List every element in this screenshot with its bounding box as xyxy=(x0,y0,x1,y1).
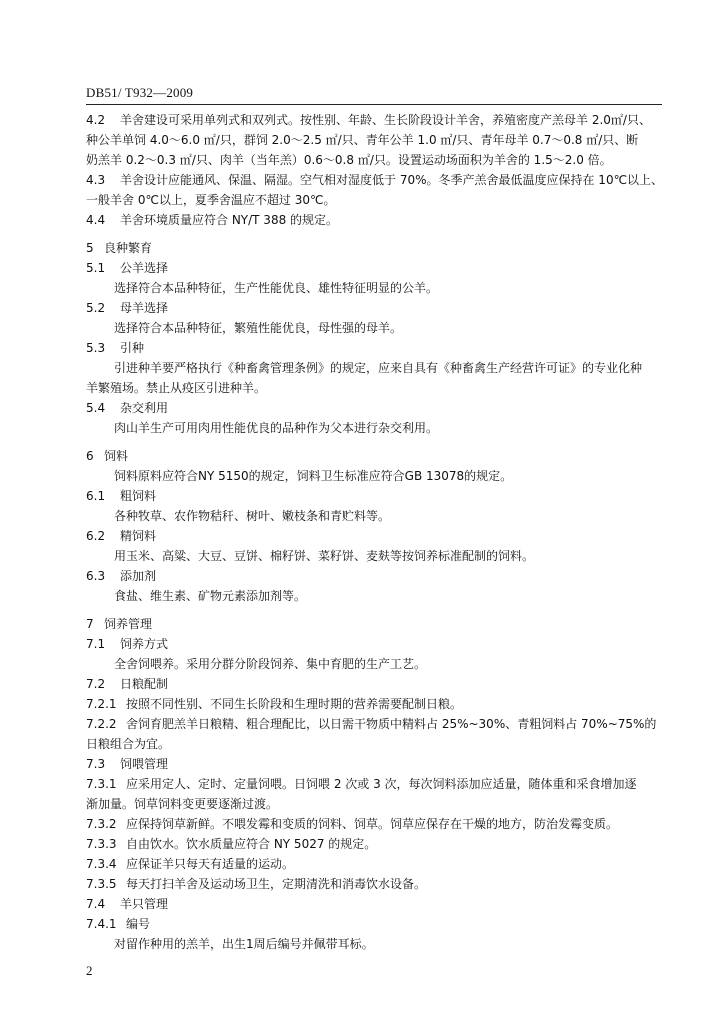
text-line xyxy=(86,278,662,298)
clause-number: 6.1 xyxy=(86,489,106,503)
clause-number: 5.2 xyxy=(86,301,106,315)
clause-number: 7.4 xyxy=(86,897,106,911)
text-line xyxy=(86,934,662,954)
text-line xyxy=(86,378,662,398)
text-line xyxy=(86,130,662,150)
text-line xyxy=(86,734,662,754)
text-line xyxy=(86,190,662,210)
line-text: 饲喂管理 xyxy=(120,757,169,771)
line-text: 用玉米、高粱、大豆、豆饼、棉籽饼、菜籽饼、麦麸等按饲养标准配制的饲料。 xyxy=(114,549,535,563)
text-line xyxy=(86,398,662,418)
text-line xyxy=(86,546,662,566)
text-line xyxy=(86,150,662,170)
line-text: 杂交利用 xyxy=(120,401,169,415)
text-line xyxy=(86,654,662,674)
clause-number: 7.3.1 xyxy=(86,777,117,791)
section-heading xyxy=(86,446,662,466)
clause-number: 7.2.1 xyxy=(86,697,117,711)
text-line xyxy=(86,210,662,230)
clause-number: 7.1 xyxy=(86,637,106,651)
line-text: 各种牧草、农作物秸秆、树叶、嫩枝条和青贮料等。 xyxy=(114,509,391,523)
line-text: 应保证羊只每天有适量的运动。 xyxy=(126,857,295,871)
section-heading xyxy=(86,614,662,634)
line-text: 对留作种用的羔羊，出生1周后编号并佩带耳标。 xyxy=(114,937,374,951)
text-line xyxy=(86,258,662,278)
header-rule xyxy=(86,104,662,105)
line-text: 饲养管理 xyxy=(104,617,153,631)
text-line xyxy=(86,586,662,606)
line-text: 舍饲育肥羔羊日粮精、粗合理配比，以日需干物质中精料占 25%~30%、青粗饲料占 70%~75%的 xyxy=(126,717,657,731)
clause-number: 7.4.1 xyxy=(86,917,117,931)
text-line xyxy=(86,794,662,814)
clause-number: 7.3.2 xyxy=(86,817,117,831)
text-line xyxy=(86,774,662,794)
line-text: 饲料 xyxy=(104,449,129,463)
line-text: 选择符合本品种特征，生产性能优良、雄性特征明显的公羊。 xyxy=(114,281,439,295)
text-line xyxy=(86,814,662,834)
line-text: 编号 xyxy=(126,917,151,931)
text-line xyxy=(86,338,662,358)
clause-number: 4.2 xyxy=(86,113,106,127)
text-line xyxy=(86,318,662,338)
clause-number: 5.3 xyxy=(86,341,106,355)
line-text: 添加剂 xyxy=(120,569,157,583)
clause-number: 6.2 xyxy=(86,529,106,543)
line-text: 应采用定人、定时、定量饲喂。日饲喂 2 次或 3 次，每次饲料添加应适量，随体重和采食增加逐 xyxy=(126,777,637,791)
line-text: 引种 xyxy=(120,341,145,355)
line-text: 一般羊舍 0℃以上，夏季舍温应不超过 30℃。 xyxy=(86,193,336,207)
clause-number: 4.3 xyxy=(86,173,106,187)
line-text: 引进种羊要严格执行《种畜禽管理条例》的规定，应来自具有《种畜禽生产经营许可证》的专业化种 xyxy=(114,361,643,375)
text-line xyxy=(86,566,662,586)
text-line xyxy=(86,506,662,526)
line-text: 羊舍环境质量应符合 NY/T 388 的规定。 xyxy=(120,213,339,227)
clause-number: 7.3.4 xyxy=(86,857,117,871)
document-body xyxy=(86,110,662,954)
clause-number: 5.4 xyxy=(86,401,106,415)
line-text: 全舍饲喂养。采用分群分阶段饲养、集中育肥的生产工艺。 xyxy=(114,657,427,671)
text-line xyxy=(86,754,662,774)
clause-number: 4.4 xyxy=(86,213,106,227)
clause-number: 7.3 xyxy=(86,757,106,771)
text-line xyxy=(86,298,662,318)
text-line xyxy=(86,466,662,486)
clause-number: 6 xyxy=(86,449,94,463)
line-text: 按照不同性别、不同生长阶段和生理时期的营养需要配制日粮。 xyxy=(126,697,463,711)
line-text: 羊舍设计应能通风、保温、隔湿。空气相对湿度低于 70%。冬季产羔舍最低温度应保持在 10℃以上、 xyxy=(120,173,664,187)
standard-code-header: DB51/ T932—2009 xyxy=(86,85,194,100)
text-line xyxy=(86,674,662,694)
text-line xyxy=(86,854,662,874)
line-text: 奶羔羊 0.2～0.3 ㎡/只、肉羊（当年羔）0.6～0.8 ㎡/只。设置运动场面积为羊舍的 1.5～2.0 倍。 xyxy=(86,153,612,167)
line-text: 公羊选择 xyxy=(120,261,169,275)
clause-number: 7 xyxy=(86,617,94,631)
text-line xyxy=(86,714,662,734)
text-line xyxy=(86,170,662,190)
clause-number: 7.2.2 xyxy=(86,717,117,731)
line-text: 母羊选择 xyxy=(120,301,169,315)
page-number: 2 xyxy=(86,963,93,978)
clause-number: 5.1 xyxy=(86,261,106,275)
line-text: 粗饲料 xyxy=(120,489,157,503)
text-line xyxy=(86,834,662,854)
text-line xyxy=(86,894,662,914)
clause-number: 5 xyxy=(86,241,94,255)
text-line xyxy=(86,914,662,934)
text-line xyxy=(86,874,662,894)
line-text: 羊只管理 xyxy=(120,897,169,911)
text-line xyxy=(86,418,662,438)
line-text: 应保持饲草新鲜。不喂发霉和变质的饲料、饲草。饲草应保存在干燥的地方，防治发霉变质。 xyxy=(126,817,619,831)
text-line xyxy=(86,634,662,654)
line-text: 食盐、维生素、矿物元素添加剂等。 xyxy=(114,589,307,603)
line-text: 自由饮水。饮水质量应符合 NY 5027 的规定。 xyxy=(126,837,377,851)
text-line xyxy=(86,358,662,378)
text-line xyxy=(86,526,662,546)
section-heading xyxy=(86,238,662,258)
line-text: 选择符合本品种特征，繁殖性能优良，母性强的母羊。 xyxy=(114,321,403,335)
text-line xyxy=(86,486,662,506)
clause-number: 6.3 xyxy=(86,569,106,583)
line-text: 日粮配制 xyxy=(120,677,169,691)
line-text: 饲养方式 xyxy=(120,637,169,651)
line-text: 种公羊单饲 4.0～6.0 ㎡/只，群饲 2.0～2.5 ㎡/只、青年公羊 1.0 ㎡/只、青年母羊 0.7～0.8 ㎡/只、断 xyxy=(86,133,639,147)
line-text: 渐加量。饲草饲料变更要逐渐过渡。 xyxy=(86,797,279,811)
text-line xyxy=(86,694,662,714)
clause-number: 7.3.3 xyxy=(86,837,117,851)
line-text: 良种繁育 xyxy=(104,241,153,255)
line-text: 饲料原料应符合NY 5150的规定，饲料卫生标准应符合GB 13078的规定。 xyxy=(114,469,513,483)
text-line xyxy=(86,110,662,130)
clause-number: 7.2 xyxy=(86,677,106,691)
line-text: 精饲料 xyxy=(120,529,157,543)
line-text: 肉山羊生产可用肉用性能优良的品种作为父本进行杂交利用。 xyxy=(114,421,439,435)
line-text: 日粮组合为宜。 xyxy=(86,737,171,751)
line-text: 羊舍建设可采用单列式和双列式。按性别、年龄、生长阶段设计羊舍，养殖密度产羔母羊 2.0㎡/只、 xyxy=(120,113,651,127)
clause-number: 7.3.5 xyxy=(86,877,117,891)
line-text: 每天打扫羊舍及运动场卫生，定期清洗和消毒饮水设备。 xyxy=(126,877,427,891)
line-text: 羊繁殖场。禁止从疫区引进种羊。 xyxy=(86,381,267,395)
